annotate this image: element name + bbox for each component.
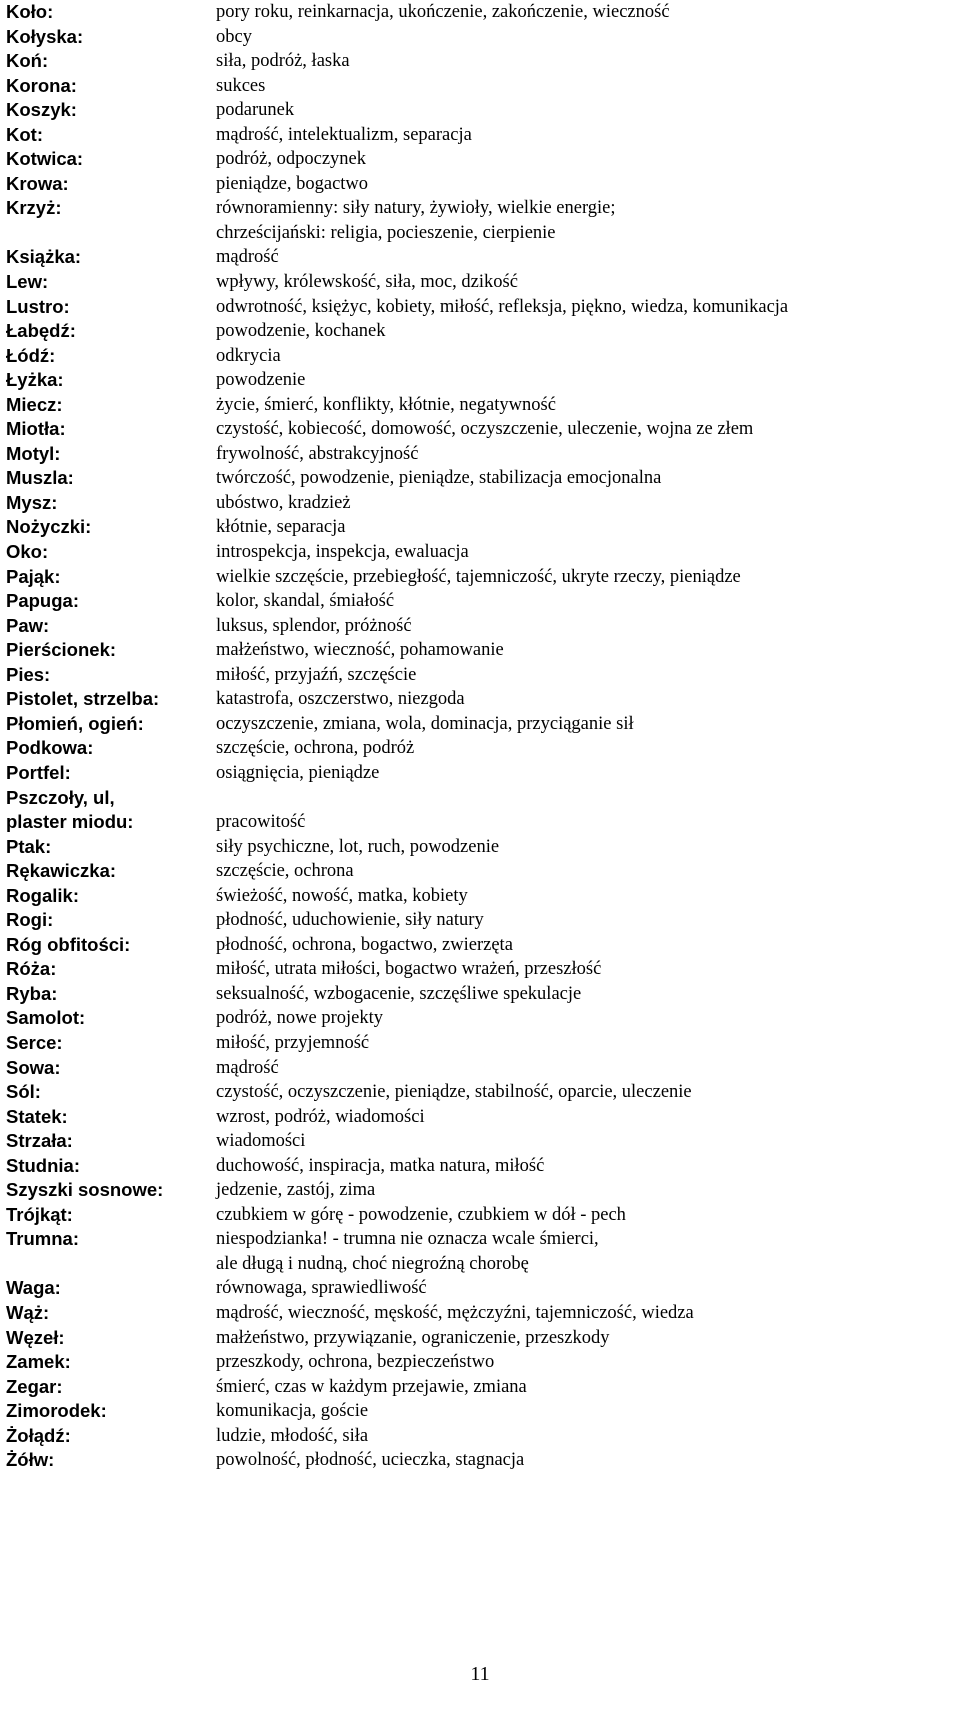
list-item (6, 835, 956, 860)
symbol-meaning: twórczość, powodzenie, pieniądze, stabilizacja emocjonalna (216, 468, 662, 489)
symbol-term: Płomień, ogień: (6, 712, 144, 734)
symbol-term: Pająk: (6, 565, 61, 587)
symbol-meaning: miłość, utrata miłości, bogactwo wrażeń, przeszłość (216, 959, 602, 980)
symbol-term: Papuga: (6, 590, 79, 612)
symbol-meaning: obcy (216, 26, 252, 47)
list-item (6, 1056, 956, 1081)
symbol-meaning: siły psychiczne, lot, ruch, powodzenie (216, 836, 500, 857)
symbol-meaning: płodność, uduchowienie, siły natury (216, 910, 484, 931)
symbol-term: Róża: (6, 958, 57, 980)
symbol-meaning: podróż, nowe projekty (216, 1008, 383, 1029)
list-item (6, 1080, 956, 1105)
symbol-meaning: frywolność, abstrakcyjność (216, 443, 419, 464)
list-item (6, 319, 956, 344)
symbol-meaning: ubóstwo, kradzież (216, 492, 351, 513)
symbol-term: Mysz: (6, 491, 58, 513)
list-item (6, 1375, 956, 1400)
symbol-meaning: mądrość (216, 247, 279, 268)
symbol-term: Sowa: (6, 1056, 61, 1078)
list-item (6, 614, 956, 639)
list-item (6, 1129, 956, 1154)
list-item (6, 123, 956, 148)
symbol-term: Motyl: (6, 442, 61, 464)
list-item (6, 417, 956, 442)
symbol-term: Ryba: (6, 982, 58, 1004)
symbol-meaning: katastrofa, oszczerstwo, niezgoda (216, 689, 465, 710)
symbol-term: Lew: (6, 271, 49, 293)
symbol-term: Sól: (6, 1081, 41, 1103)
symbol-meaning: wpływy, królewskość, siła, moc, dzikość (216, 272, 518, 293)
symbol-meaning: równoramienny: siły natury, żywioły, wielkie energie; chrześcijański: religia, pocieszenie, cierpienie (216, 198, 616, 243)
symbol-term: Węzeł: (6, 1326, 65, 1348)
list-item (6, 1424, 956, 1449)
symbol-meaning: kolor, skandal, śmiałość (216, 591, 395, 612)
symbol-term: Książka: (6, 246, 82, 268)
symbol-term: Koło: (6, 1, 54, 22)
symbol-term: Miecz: (6, 393, 63, 415)
symbol-meaning: podróż, odpoczynek (216, 149, 367, 170)
list-item (6, 663, 956, 688)
symbol-term: Szyszki sosnowe: (6, 1179, 164, 1201)
symbol-term: Żółw: (6, 1449, 55, 1471)
list-item (6, 196, 956, 245)
list-item (6, 1350, 956, 1375)
symbol-term: Miotła: (6, 418, 66, 440)
list-item (6, 491, 956, 516)
symbol-term: Paw: (6, 614, 50, 636)
symbol-term: Kołyska: (6, 25, 84, 47)
symbol-meaning: oczyszczenie, zmiana, wola, dominacja, przyciąganie sił (216, 713, 634, 734)
symbol-term: Kot: (6, 123, 43, 145)
symbol-meaning: życie, śmierć, konflikty, kłótnie, negatywność (216, 394, 556, 415)
list-item (6, 98, 956, 123)
list-item (6, 1154, 956, 1179)
list-item (6, 957, 956, 982)
symbol-meaning: introspekcja, inspekcja, ewaluacja (216, 542, 469, 563)
symbol-term: Rogi: (6, 909, 54, 931)
symbol-term: Koszyk: (6, 99, 77, 121)
symbol-meaning: jedzenie, zastój, zima (216, 1180, 376, 1201)
symbol-meaning: wzrost, podróż, wiadomości (216, 1106, 425, 1127)
list-item (6, 982, 956, 1007)
symbol-meaning: szczęście, ochrona, podróż (216, 738, 415, 759)
symbol-term: Zamek: (6, 1351, 71, 1373)
list-item (6, 1006, 956, 1031)
symbol-term: Strzała: (6, 1130, 73, 1152)
symbol-meaning: ludzie, młodość, siła (216, 1425, 369, 1446)
symbol-meaning: szczęście, ochrona (216, 861, 354, 882)
symbol-term: Pierścionek: (6, 639, 117, 661)
list-item (6, 933, 956, 958)
list-item (6, 589, 956, 614)
symbol-meaning: pieniądze, bogactwo (216, 173, 369, 194)
list-item (6, 736, 956, 761)
list-item (6, 1276, 956, 1301)
list-item (6, 1448, 956, 1473)
symbol-term: Pszczoły, ul, plaster miodu: (6, 786, 134, 833)
symbol-term: Pistolet, strzelba: (6, 688, 160, 710)
symbol-meaning: osiągnięcia, pieniądze (216, 762, 380, 783)
symbol-term: Żołądź: (6, 1424, 71, 1446)
list-item (6, 1105, 956, 1130)
list-item (6, 172, 956, 197)
list-item (6, 761, 956, 786)
symbol-meaning: małżeństwo, przywiązanie, ograniczenie, przeszkody (216, 1327, 610, 1348)
symbol-meaning: mądrość (216, 1057, 279, 1078)
symbol-meaning: miłość, przyjemność (216, 1032, 370, 1053)
symbol-term: Oko: (6, 541, 49, 563)
list-item (6, 0, 956, 25)
list-item (6, 859, 956, 884)
symbol-term: Korona: (6, 74, 77, 96)
list-item (6, 245, 956, 270)
list-item (6, 393, 956, 418)
symbol-meaning: odkrycia (216, 345, 281, 366)
list-item (6, 25, 956, 50)
symbol-meaning: pracowitość (216, 812, 306, 833)
symbol-meaning: podarunek (216, 100, 295, 121)
list-item (6, 638, 956, 663)
symbol-term: Krowa: (6, 172, 69, 194)
symbol-term: Zegar: (6, 1375, 63, 1397)
list-item (6, 270, 956, 295)
symbol-meaning: duchowość, inspiracja, matka natura, miłość (216, 1155, 545, 1176)
list-item (6, 1301, 956, 1326)
symbol-meaning: mądrość, intelektualizm, separacja (216, 124, 472, 145)
symbol-term: Łyżka: (6, 369, 64, 391)
symbol-meaning: sukces (216, 75, 266, 96)
symbol-term: Rękawiczka: (6, 860, 117, 882)
symbol-meaning: luksus, splendor, próżność (216, 615, 412, 636)
symbol-meaning: pory roku, reinkarnacja, ukończenie, zakończenie, wieczność (216, 2, 670, 22)
symbol-term: Waga: (6, 1277, 61, 1299)
symbol-term: Portfel: (6, 761, 71, 783)
list-item (6, 1178, 956, 1203)
list-item (6, 74, 956, 99)
list-item (6, 442, 956, 467)
list-item (6, 49, 956, 74)
list-item (6, 1399, 956, 1424)
symbol-term: Wąż: (6, 1301, 50, 1323)
list-item (6, 295, 956, 320)
list-item (6, 540, 956, 565)
symbol-term: Zimorodek: (6, 1400, 107, 1422)
symbol-meaning: czystość, kobiecość, domowość, oczyszczenie, uleczenie, wojna ze złem (216, 419, 754, 440)
symbol-meaning: wiadomości (216, 1131, 306, 1152)
symbol-term: Pies: (6, 663, 51, 685)
list-item (6, 1203, 956, 1228)
list-item (6, 565, 956, 590)
symbol-term: Łabędź: (6, 320, 76, 342)
symbol-term: Kotwica: (6, 148, 84, 170)
symbol-meaning: przeszkody, ochrona, bezpieczeństwo (216, 1352, 495, 1373)
page-number: 11 (470, 1663, 490, 1685)
symbol-term: Serce: (6, 1031, 63, 1053)
symbol-term: Statek: (6, 1105, 68, 1127)
symbol-meaning: odwrotność, księżyc, kobiety, miłość, refleksja, piękno, wiedza, komunikacja (216, 296, 789, 317)
symbol-meaning: powodzenie, kochanek (216, 321, 386, 342)
symbol-meaning: powolność, płodność, ucieczka, stagnacja (216, 1450, 525, 1471)
symbol-list (6, 0, 956, 1473)
list-item (6, 786, 956, 835)
symbol-term: Łódź: (6, 344, 56, 366)
symbol-meaning: seksualność, wzbogacenie, szczęśliwe spekulacje (216, 983, 582, 1004)
list-item (6, 1031, 956, 1056)
list-item (6, 344, 956, 369)
symbol-term: Krzyż: (6, 197, 62, 219)
symbol-term: Trumna: (6, 1228, 79, 1250)
symbol-meaning: małżeństwo, wieczność, pohamowanie (216, 640, 504, 661)
symbol-meaning: komunikacja, goście (216, 1401, 369, 1422)
symbol-term: Lustro: (6, 295, 70, 317)
list-item (6, 515, 956, 540)
symbol-meaning: miłość, przyjaźń, szczęście (216, 664, 417, 685)
symbol-term: Studnia: (6, 1154, 80, 1176)
list-item (6, 368, 956, 393)
symbol-term: Muszla: (6, 467, 74, 489)
symbol-term: Rogalik: (6, 884, 79, 906)
list-item (6, 884, 956, 909)
list-item (6, 1227, 956, 1276)
list-item (6, 1326, 956, 1351)
symbol-meaning: płodność, ochrona, bogactwo, zwierzęta (216, 934, 513, 955)
symbol-meaning: czubkiem w górę - powodzenie, czubkiem w dół - pech (216, 1204, 626, 1225)
symbol-term: Samolot: (6, 1007, 86, 1029)
symbol-meaning: wielkie szczęście, przebiegłość, tajemniczość, ukryte rzeczy, pieniądze (216, 566, 741, 587)
symbol-meaning: powodzenie (216, 370, 306, 391)
symbol-term: Ptak: (6, 835, 52, 857)
symbol-term: Róg obfitości: (6, 933, 131, 955)
symbol-meaning: niespodzianka! - trumna nie oznacza wcale śmierci, ale długą i nudną, choć niegroźną chorobę (216, 1229, 599, 1274)
list-item (6, 466, 956, 491)
symbol-meaning: świeżość, nowość, matka, kobiety (216, 885, 468, 906)
list-item (6, 147, 956, 172)
symbol-meaning: równowaga, sprawiedliwość (216, 1278, 427, 1299)
symbol-meaning: kłótnie, separacja (216, 517, 346, 538)
list-item (6, 712, 956, 737)
symbol-term: Trójkąt: (6, 1203, 73, 1225)
symbol-term: Podkowa: (6, 737, 94, 759)
symbol-meaning: siła, podróż, łaska (216, 51, 350, 72)
symbol-meaning: czystość, oczyszczenie, pieniądze, stabilność, oparcie, uleczenie (216, 1082, 692, 1103)
symbol-term: Koń: (6, 50, 49, 72)
symbol-meaning: śmierć, czas w każdym przejawie, zmiana (216, 1376, 527, 1397)
list-item (6, 908, 956, 933)
list-item (6, 687, 956, 712)
symbol-meaning: mądrość, wieczność, męskość, mężczyźni, tajemniczość, wiedza (216, 1302, 694, 1323)
symbol-term: Nożyczki: (6, 516, 92, 538)
